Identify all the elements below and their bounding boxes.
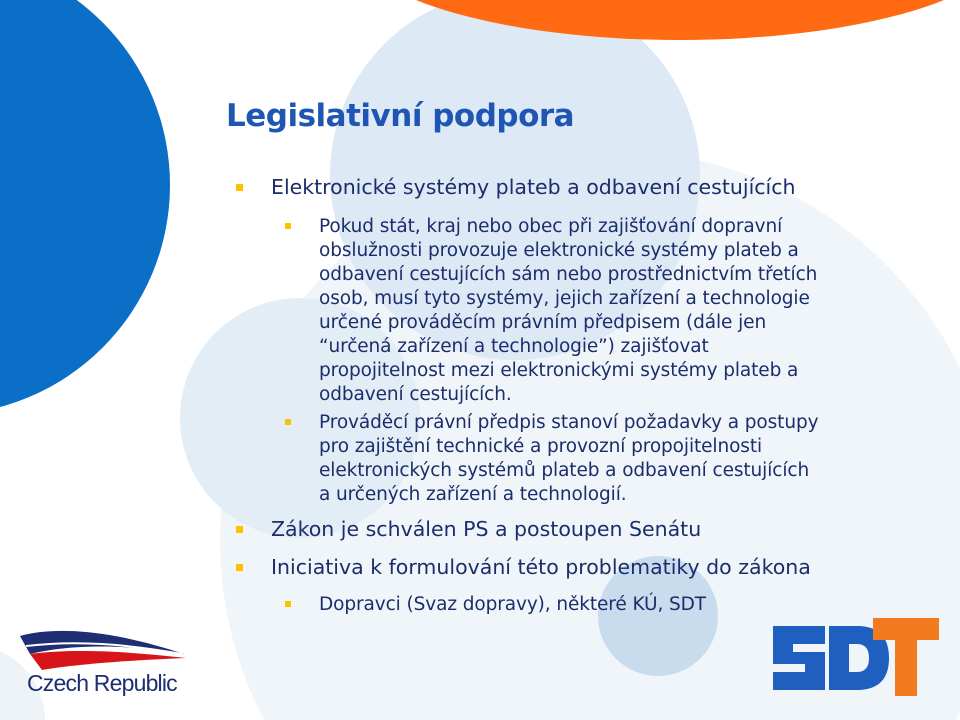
slide-title: Legislativní podpora bbox=[226, 98, 575, 134]
sub-bullet-text: Dopravci (Svaz dopravy), některé KÚ, SDT bbox=[319, 594, 706, 615]
bullet-list-item bbox=[236, 175, 926, 199]
sub-bullet-list-item bbox=[285, 411, 915, 507]
bullet-text: Zákon je schválen PS a postoupen Senátu bbox=[271, 517, 702, 541]
square-bullet-icon bbox=[285, 601, 291, 607]
sdt-logo-letter-s bbox=[773, 626, 825, 690]
square-bullet-icon bbox=[285, 419, 291, 425]
logo-swoosh-red bbox=[30, 651, 186, 670]
square-bullet-icon bbox=[236, 564, 243, 571]
square-bullet-icon bbox=[236, 526, 243, 533]
sdt-logo-icon bbox=[767, 614, 941, 702]
square-bullet-icon bbox=[236, 184, 243, 191]
czech-republic-logo-text: Czech Republic bbox=[27, 670, 177, 696]
bullet-list-item bbox=[236, 517, 926, 541]
bullet-list-item bbox=[236, 555, 926, 579]
sub-bullet-list-item bbox=[285, 215, 915, 407]
bullet-text: Elektronické systémy plateb a odbavení cestujících bbox=[271, 175, 796, 199]
sub-bullet-text: Prováděcí právní předpis stanoví požadavky a postupy pro zajištění technické a provozní propojitelnosti elektronických systémů plateb a odbavení cestujících a určených zařízení a technologií. bbox=[319, 412, 819, 505]
bullet-text: Iniciativa k formulování této problematiky do zákona bbox=[271, 555, 811, 579]
square-bullet-icon bbox=[285, 223, 291, 229]
sub-bullet-text: Pokud stát, kraj nebo obec při zajišťování dopravní obslužnosti provozuje elektronické systémy plateb a odbavení cestujících sám nebo prostřednictvím třetích osob, musí tyto systémy, jejich zařízení a technologie určené prováděcím právním předpisem (dále jen “určená zařízení a technologie”) zajišťovat propojitelnost mezi elektronickými systémy plateb a odbavení cestujících. bbox=[319, 216, 818, 405]
